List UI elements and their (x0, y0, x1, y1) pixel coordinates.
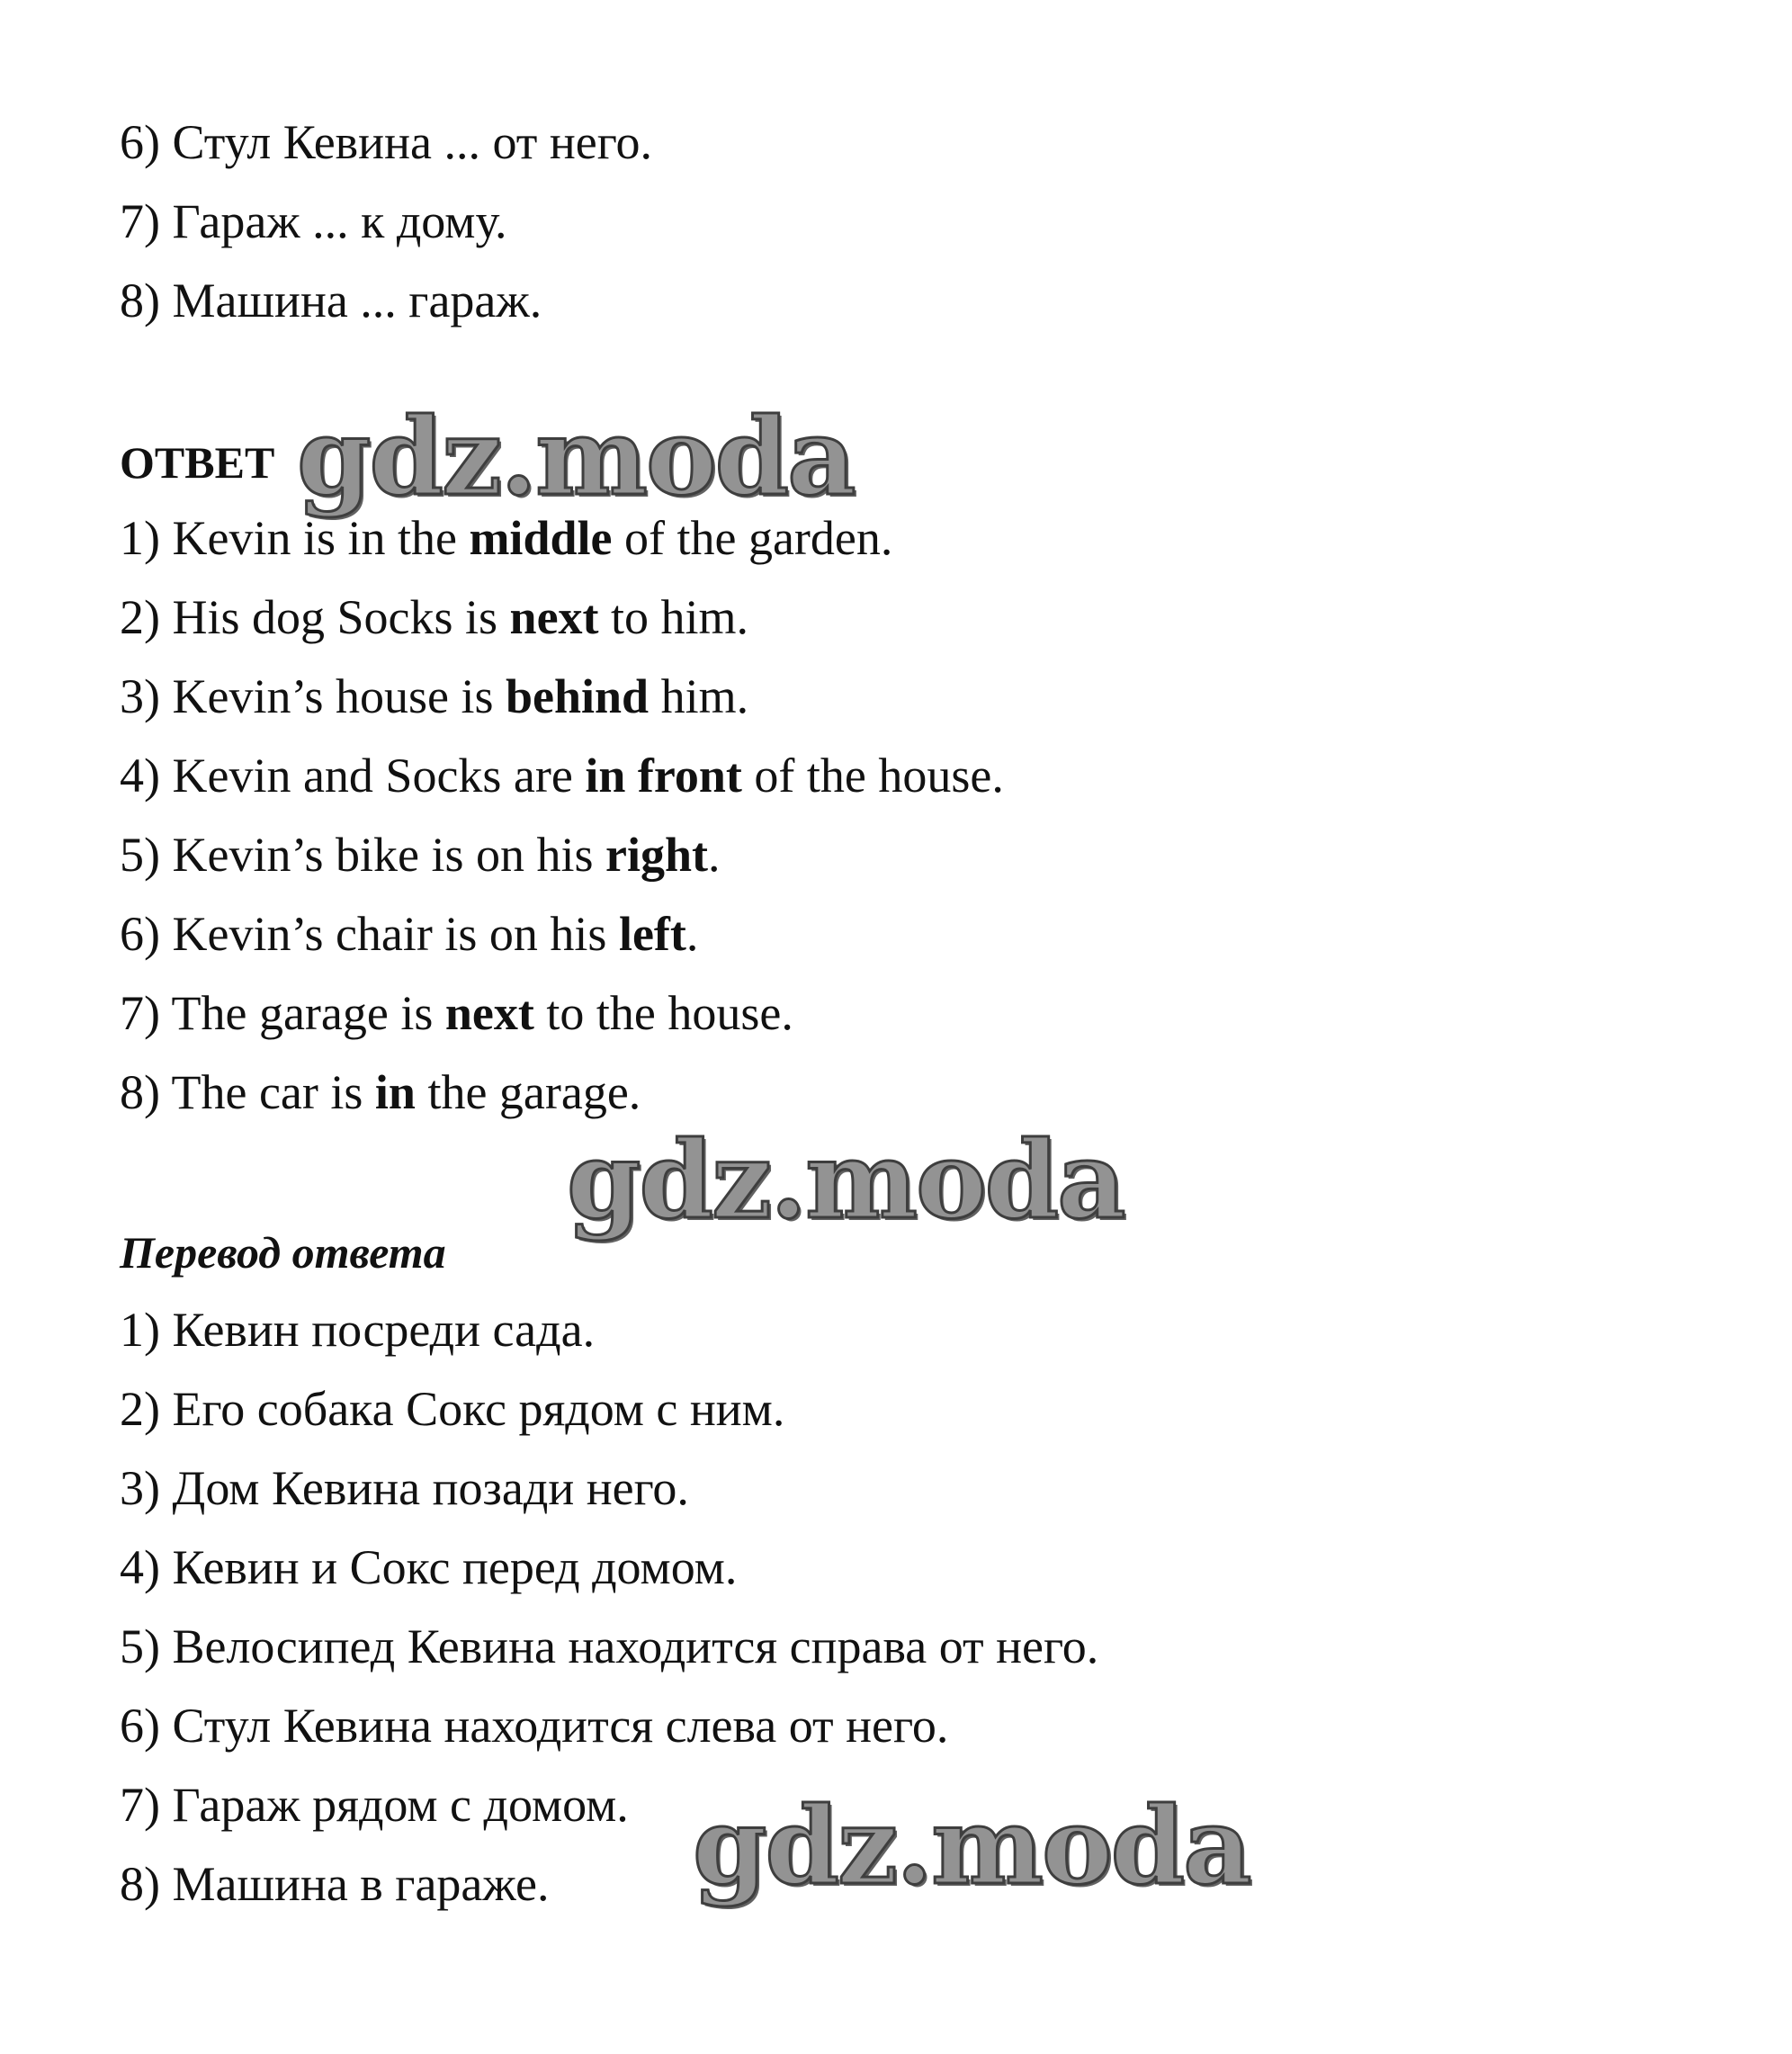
answer-line: 3) Kevin’s house is behind him. (120, 669, 749, 723)
watermark-logo: gdz.moda (297, 394, 855, 519)
answer-line: 5) Kevin’s bike is on his right. (120, 828, 721, 882)
answer-line: 6) Kevin’s chair is on his left. (120, 907, 699, 961)
answer-line: 8) The car is in the garage. (120, 1065, 641, 1119)
translation-line: 2) Его собака Сокс рядом с ним. (120, 1382, 785, 1436)
answer-line: 2) His dog Socks is next to him. (120, 590, 749, 644)
translation-line: 1) Кевин посреди сада. (120, 1303, 596, 1357)
translation-line: 7) Гараж рядом с домом. (120, 1778, 629, 1832)
answer-line: 1) Kevin is in the middle of the garden. (120, 511, 893, 565)
translation-heading: Перевод ответа (120, 1227, 446, 1278)
exercise-line-6: 6) Стул Кевина ... от него. (120, 115, 652, 169)
answer-heading: ОТВЕТ (120, 437, 275, 488)
translation-line: 8) Машина в гараже. (120, 1857, 550, 1911)
answer-line: 4) Kevin and Socks are in front of the house. (120, 749, 1004, 803)
watermark-logo: gdz.moda (693, 1783, 1250, 1908)
answer-line: 7) The garage is next to the house. (120, 986, 793, 1040)
translation-line: 3) Дом Кевина позади него. (120, 1461, 689, 1515)
translation-line: 4) Кевин и Сокс перед домом. (120, 1540, 738, 1594)
exercise-line-7: 7) Гараж ... к дому. (120, 194, 507, 248)
exercise-line-8: 8) Машина ... гараж. (120, 274, 542, 327)
translation-line: 5) Велосипед Кевина находится справа от него. (120, 1619, 1099, 1673)
watermark-logo: gdz.moda (567, 1117, 1124, 1242)
translation-line: 6) Стул Кевина находится слева от него. (120, 1699, 949, 1753)
